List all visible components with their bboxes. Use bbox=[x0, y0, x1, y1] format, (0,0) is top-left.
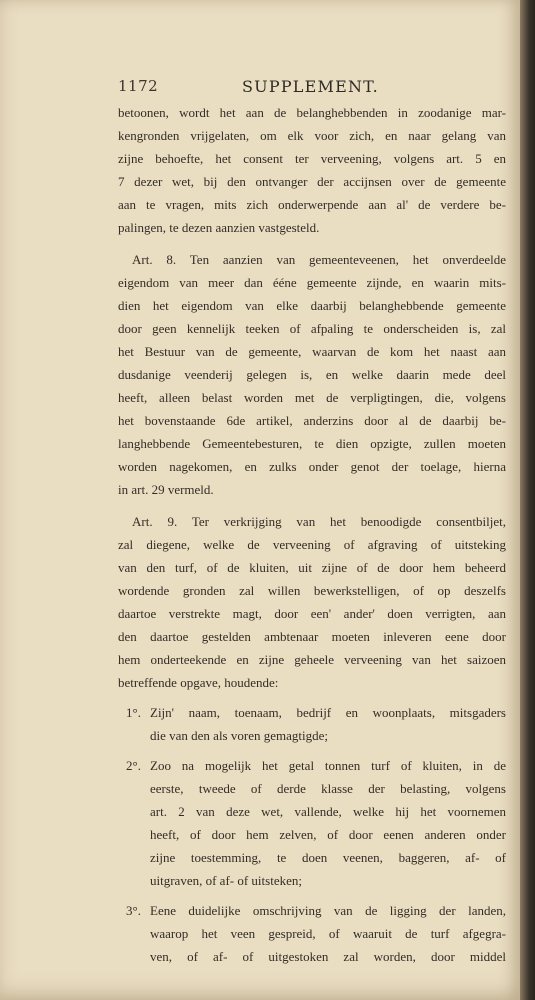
text-line: van den turf, of de kluiten, uit zijne of de door hem beheerd bbox=[118, 560, 506, 575]
text-line: Art. 9. Ter verkrijging van het benoodigde consentbiljet, bbox=[132, 514, 506, 529]
text-line: palingen, te dezen aanzien vastgesteld. bbox=[118, 220, 320, 235]
text-line: eerste, tweede of derde klasse der belasting, volgens bbox=[150, 781, 506, 796]
text-line: kengronden vrijgelaten, om elk voor zich, en naar gelang van bbox=[118, 128, 506, 143]
text-line: wordende gronden zal willen bewerkstelligen, of op deszelfs bbox=[118, 583, 506, 598]
paragraph-art-8 bbox=[118, 248, 506, 501]
text-line: 7 dezer wet, bij den ontvanger der accijnsen over de gemeente bbox=[118, 174, 506, 189]
text-line: in art. 29 vermeld. bbox=[118, 482, 214, 497]
text-line: Zijn' naam, toenaam, bedrijf en woonplaats, mitsgaders bbox=[150, 705, 506, 720]
list-item bbox=[118, 899, 506, 968]
text-line: art. 2 van deze wet, vallende, welke hij het voornemen bbox=[150, 804, 506, 819]
text-line: worden nagekomen, en zulks onder genot der toelage, hierna bbox=[118, 459, 506, 474]
text-line: dusdanige veenderij gelegen is, en welke daarin mede deel bbox=[118, 367, 506, 382]
item-label: 2°. bbox=[126, 758, 141, 773]
paragraph-art-9 bbox=[118, 510, 506, 694]
text-line: heeft, of door hem zelven, of door eenen anderen onder bbox=[150, 827, 506, 842]
text-line: betoonen, wordt het aan de belanghebbenden in zoodanige mar- bbox=[118, 105, 506, 120]
text-line: zal diegene, welke de verveening of afgraving of uitsteking bbox=[118, 537, 506, 552]
text-line: hem onderteekende en zijne geheele verveening van het saizoen bbox=[118, 652, 506, 667]
text-line: dien het eigendom van elke daarbij belanghebbende gemeente bbox=[118, 298, 506, 313]
text-line: daartoe verstrekte magt, door een' ander' doen verrigten, aan bbox=[118, 606, 506, 621]
page-edge bbox=[520, 0, 535, 1000]
text-line: den daartoe gestelden ambtenaar moeten inleveren eene door bbox=[118, 629, 506, 644]
text-line: heeft, alleen belast worden met de verpligtingen, die, volgens bbox=[118, 390, 506, 405]
text-line: uitgraven, of af- of uitsteken; bbox=[150, 873, 302, 888]
running-head: SUPPLEMENT. bbox=[242, 77, 379, 96]
text-line: die van den als voren gemagtigde; bbox=[150, 728, 328, 743]
item-label: 1°. bbox=[126, 705, 141, 720]
text-line: het Bestuur van de gemeente, waarvan de kom het naast aan bbox=[118, 344, 506, 359]
text-line: langhebbende Gemeentebesturen, te dien opzigte, zullen moeten bbox=[118, 436, 506, 451]
list-item bbox=[118, 754, 506, 892]
text-line: betreffende opgave, houdende: bbox=[118, 675, 279, 690]
page-header bbox=[118, 77, 503, 101]
text-line: ven, of af- of uitgestoken zal worden, door middel bbox=[150, 949, 506, 964]
text-line: zijne behoefte, het consent ter verveening, volgens art. 5 en bbox=[118, 151, 506, 166]
text-line: eigendom van meer dan ééne gemeente zijnde, en waarin mits- bbox=[118, 275, 506, 290]
text-line: Zoo na mogelijk het getal tonnen turf of kluiten, in de bbox=[150, 758, 506, 773]
list-item bbox=[118, 701, 506, 747]
text-line: Art. 8. Ten aanzien van gemeenteveenen, het onverdeelde bbox=[132, 252, 506, 267]
paragraph bbox=[118, 101, 506, 239]
page-number: 1172 bbox=[118, 77, 159, 95]
text-line: door geen kennelijk teeken of afpaling te onderscheiden is, zal bbox=[118, 321, 506, 336]
text-line: zijne toestemming, te doen veenen, baggeren, af- of bbox=[150, 850, 506, 865]
item-label: 3°. bbox=[126, 903, 141, 918]
text-line: het bovenstaande 6de artikel, anderzins door al de daarbij be- bbox=[118, 413, 506, 428]
body-text bbox=[118, 101, 506, 968]
text-line: waarop het veen gespreid, of waaruit de turf afgegra- bbox=[150, 926, 506, 941]
text-line: Eene duidelijke omschrijving van de ligging der landen, bbox=[150, 903, 506, 918]
text-line: aan te vragen, mits zich onderwerpende aan al' de verdere be- bbox=[118, 197, 506, 212]
